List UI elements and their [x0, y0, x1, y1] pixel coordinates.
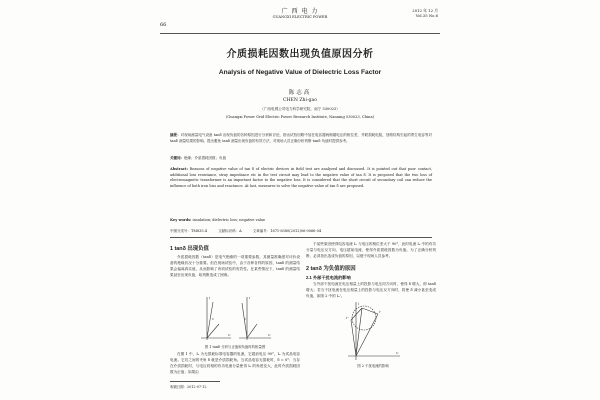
author-en: CHEN Zhi-gao: [283, 98, 317, 103]
abstract-cn: [170, 133, 432, 144]
document-code: 文献标识码：A: [218, 229, 242, 233]
page-number: 66: [160, 22, 167, 28]
journal-name-cn: 广 西 电 力: [281, 8, 319, 15]
svg-text:δ: δ: [212, 317, 214, 321]
left-column: [170, 246, 300, 295]
keywords-cn-text: 绝缘；介质损耗因数；负值: [184, 156, 226, 160]
abstract-cn-label: 摘要：: [170, 133, 181, 137]
keywords-en-text: insulation; dielectric loss; negative value: [192, 218, 266, 222]
affiliation-en: (Guangxi Power Grid Electric Power Research Institute, Nanning 530023, China): [225, 115, 375, 119]
journal-name-en: GUANGXI ELECTRIC POWER: [272, 15, 328, 19]
figure-1-phasor-diagrams: [195, 294, 275, 342]
issue-info: [412, 8, 438, 18]
clc-number: 中图分类号：TM835.4: [170, 229, 207, 233]
keywords-en: [170, 218, 432, 224]
issue-date: 2012 年 12 月: [412, 8, 438, 13]
section-1-paragraph-1: 介质损耗因数（tanδ）是电气绝缘的一项重要参数，其测量准确度对评价设备的绝缘状况十分重要。但在现场试验中，由于各种各样的原因，tanδ 的测量结果会偏离真实值，从而影响了该项试验的有效性。在某些情况下，tanδ 的测量结果甚至出现负值，给判断造成了困难。: [170, 254, 300, 277]
received-date: 收稿日期：2012-07-12: [170, 385, 207, 389]
svg-text:U: U: [268, 333, 271, 337]
left-column-lower: [170, 352, 300, 376]
figure-2-interference-diagram: [342, 300, 404, 362]
svg-text:U: U: [396, 351, 399, 355]
svg-text:İ'': İ'': [346, 316, 349, 320]
figure-1-caption: 图 1 tanδ 分析与正值和负值时的相量图: [204, 345, 266, 349]
section-2-heading: 2 tanδ 为负值的原因: [306, 266, 356, 272]
abstract-cn-text: 对现场测量电气设备 tanδ 出现负值的各种原因进行分析和讨论，指出试验回路中加在电容器两侧端电压的相位差，并联损耗电阻，回路结构引起的寄生电容等对 tanδ 测量结果的影响。提出避免 tanδ 测量出现负值的有效方法，对现场人员正确分析判断 tanδ 负值时提供参考。: [170, 133, 432, 143]
svg-text:İ: İ: [249, 296, 251, 300]
svg-text:δ: δ: [244, 317, 246, 321]
keywords-en-label: Key words:: [170, 218, 192, 222]
abstract-rule: [170, 237, 432, 238]
keywords-cn-label: 关键词：: [170, 156, 184, 160]
abstract-en-text: Reasons of negative value of tan δ of electric devices in field test are analyzed and discussed. It is pointed out that poor contact, additional loss resistance, stray impedance etc in the test circuit may lead to the negative value of tan δ. It is proposed that the two loss of electromagnetic transformer is an important factor to the negative loss. It is considered that the short circuit of secondary coil can reduce the influence of both iron loss and reactance. At last, measures to solve the negative value of tan δ are proposed.: [170, 167, 432, 188]
classification-line: [170, 229, 432, 234]
header-rule: [160, 33, 440, 34]
article-number: 文章编号：1671-8380(2012)06-0066-04: [252, 229, 322, 233]
running-header: [0, 0, 600, 36]
abstract-en: [170, 167, 432, 189]
svg-text:U: U: [228, 333, 231, 337]
keywords-cn: [170, 156, 432, 162]
title-cn: 介质损耗因数出现负值原因分析: [226, 49, 374, 60]
author-cn: 陈志高: [288, 90, 312, 96]
abstract-en-label: Abstract:: [170, 167, 188, 171]
title-en: Analysis of Negative Value of Dielectric Loss Factor: [218, 69, 382, 76]
affiliation-cn: （广西电网公司电力科学研究院，南宁 530023）: [260, 107, 340, 111]
journal-name: [250, 8, 350, 20]
footnote-rule: [170, 381, 220, 382]
right-paragraph-2: 当外部干扰电流在电压相量上的投影与电压同方向时，使得 δ 增大，即 tanδ 增大；若当干扰电流在电压相量上的投影与电压反方向时，将使 δ 减小甚至变成负值，如图 2 中的 Iₙ'。: [306, 281, 436, 298]
volume-number: Vol.35 No.6: [415, 13, 438, 18]
section-1-heading: 1 tanδ 出现负值: [170, 246, 209, 252]
section-1-paragraph-2: 在图 1 中，Iₓ 为无损耗标准电容器的电流，它超前电压 90°，Iₙ 为试品电容电流。它们之间的夹角 δ 就是介质损耗角。当试品电容无损耗时，δ = 0°；当存在介质损耗时，与电压同相的有功电流分量使得 Iₙ 的角度变大，此时介质损耗因数为正值；如果由: [170, 352, 300, 374]
svg-text:İ': İ': [379, 310, 382, 314]
figure-2-caption: 图 2 干扰电流的影响: [357, 364, 389, 368]
right-paragraph-1: 于某些原因使得电容电流 Iₙ 与电压的相位差大于 90°，此时电流 Iₙ 中的有功分量与电压反方向，电压超前电流，使得介质损耗因数为负值。为了正确分析判断，必须找出造成负值的原因，以便于现场人员参考。: [306, 242, 436, 258]
subsection-2-1-heading: 2.1 外部干扰电流的影响: [306, 274, 351, 280]
svg-text:İ: İ: [358, 302, 360, 306]
svg-text:İ: İ: [209, 296, 211, 300]
